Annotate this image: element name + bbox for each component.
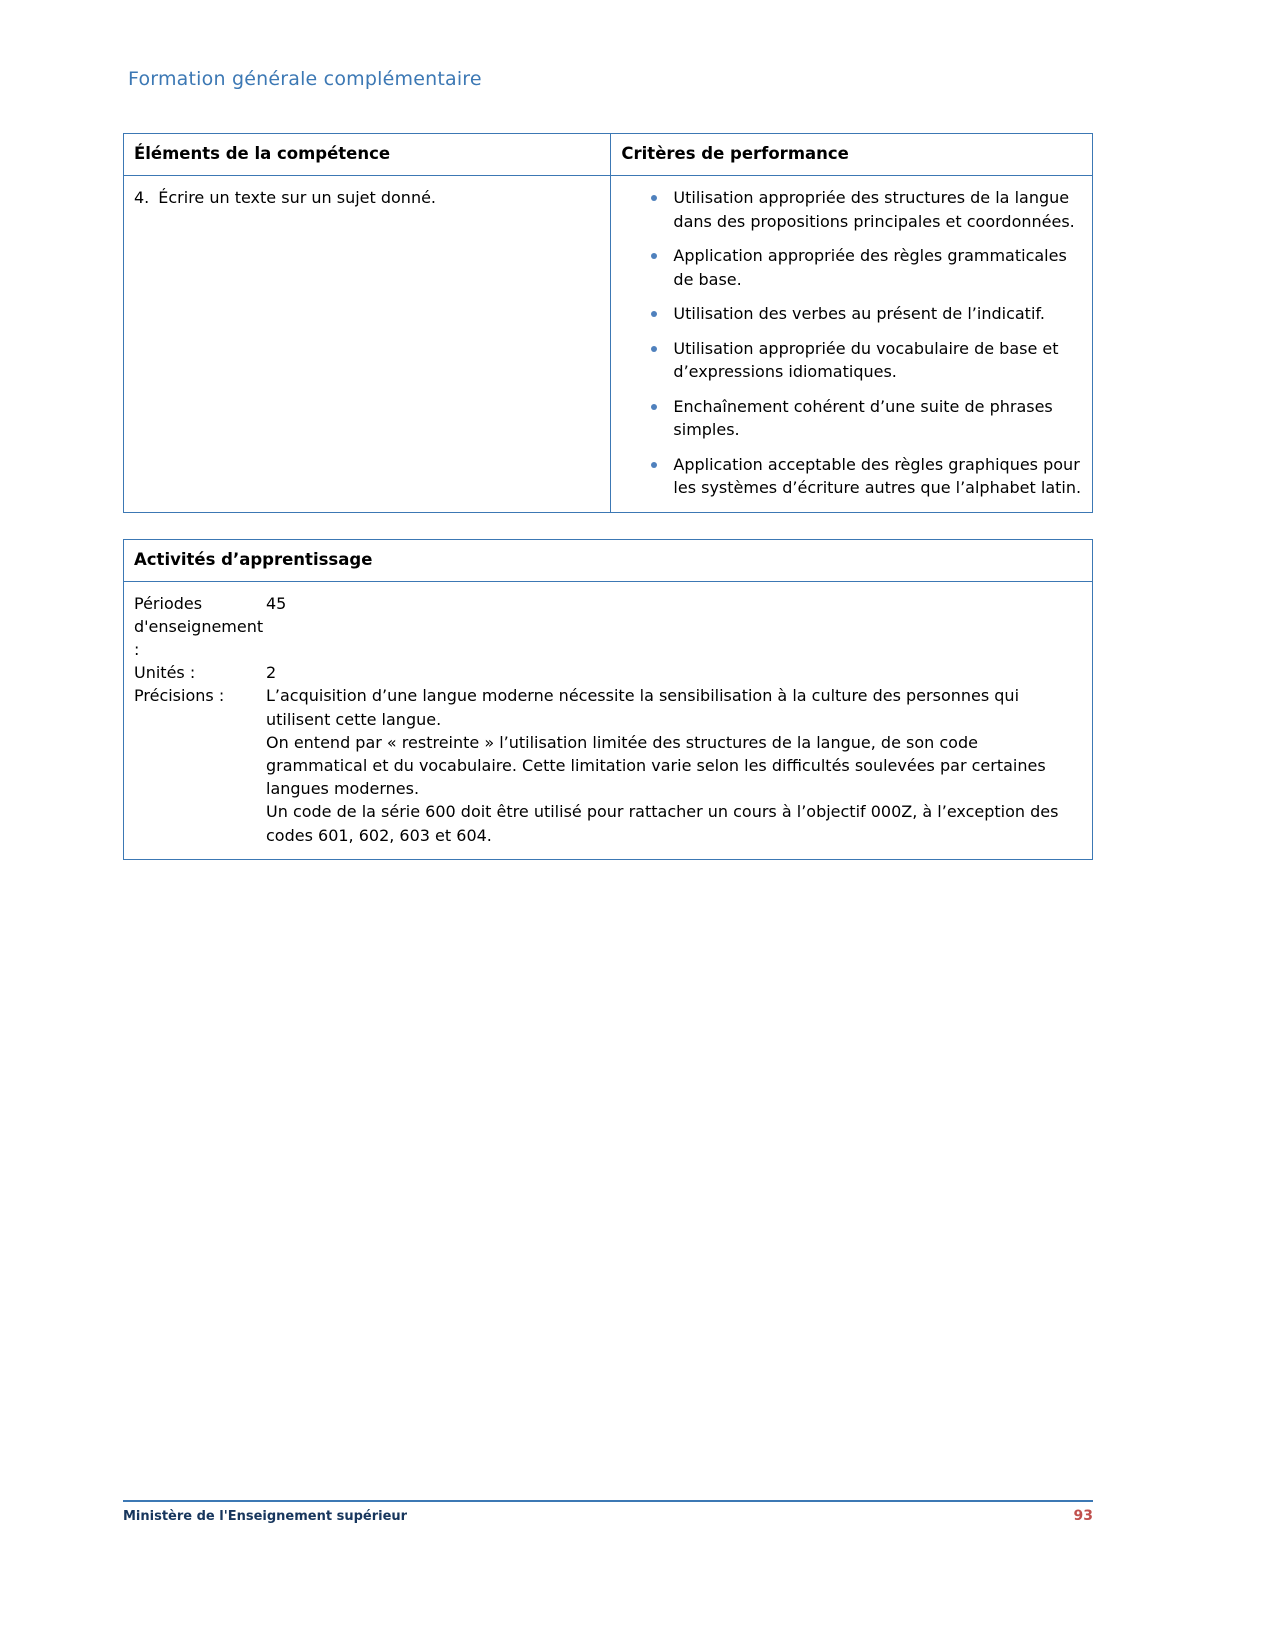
- periods-value: 45: [266, 593, 287, 613]
- list-item: Application appropriée des règles grammaticales de base.: [645, 244, 1082, 291]
- activities-header-label: Activités d’apprentissage: [124, 539, 1093, 581]
- periods-label: Périodes d'enseignement :: [134, 593, 264, 660]
- competence-table: [123, 133, 1093, 513]
- list-item: Application acceptable des règles graphiques pour les systèmes d’écriture autres que l’alphabet latin.: [645, 453, 1082, 500]
- activities-header-row: [124, 539, 1093, 581]
- list-item: Utilisation appropriée des structures de la langue dans des propositions principales et coordonnées.: [645, 186, 1082, 233]
- document-content: [123, 133, 1093, 860]
- column-header-criteria: Critères de performance: [611, 134, 1093, 176]
- precision-paragraph: L’acquisition d’une langue moderne nécessite la sensibilisation à la culture des personnes qui utilisent cette langue.: [266, 686, 1020, 729]
- list-item: Utilisation appropriée du vocabulaire de base et d’expressions idiomatiques.: [645, 337, 1082, 384]
- list-item: Utilisation des verbes au présent de l’indicatif.: [645, 302, 1082, 326]
- precisions-label: Précisions :: [134, 686, 225, 706]
- units-label: Unités :: [134, 663, 196, 683]
- units-value: 2: [266, 663, 277, 683]
- column-header-elements: Éléments de la compétence: [124, 134, 611, 176]
- criteria-list: [621, 186, 1082, 500]
- footer-ministry: Ministère de l'Enseignement supérieur: [123, 1509, 408, 1524]
- page-footer: [123, 1508, 1093, 1524]
- criteria-cell: [611, 176, 1093, 513]
- activity-line-precisions: [134, 684, 1082, 846]
- element-item: [134, 186, 600, 209]
- page-header-title: Formation générale complémentaire: [128, 68, 482, 90]
- precisions-value: [266, 684, 1082, 846]
- precision-paragraph: Un code de la série 600 doit être utilisé pour rattacher un cours à l’objectif 000Z, à l’exception des codes 601, 602, 603 et 604.: [266, 802, 1059, 845]
- footer-page-number: 93: [1073, 1508, 1093, 1524]
- activities-table: [123, 539, 1093, 860]
- element-text: Écrire un texte sur un sujet donné.: [158, 188, 437, 207]
- competence-table-header-row: [124, 134, 1093, 176]
- element-number: 4.: [134, 188, 150, 207]
- element-cell: [124, 176, 611, 513]
- activities-body-row: [124, 581, 1093, 859]
- activity-line-periods: [134, 592, 1082, 662]
- list-item: Enchaînement cohérent d’une suite de phrases simples.: [645, 395, 1082, 442]
- table-spacer: [123, 513, 1093, 539]
- activities-body-cell: [124, 581, 1093, 859]
- competence-table-body-row: [124, 176, 1093, 513]
- footer-divider: [123, 1500, 1093, 1502]
- activity-line-units: [134, 661, 1082, 684]
- precision-paragraph: On entend par « restreinte » l’utilisation limitée des structures de la langue, de son code grammatical et du vocabulaire. Cette limitation varie selon les difficultés soulevées par certaines langues modernes.: [266, 732, 1046, 799]
